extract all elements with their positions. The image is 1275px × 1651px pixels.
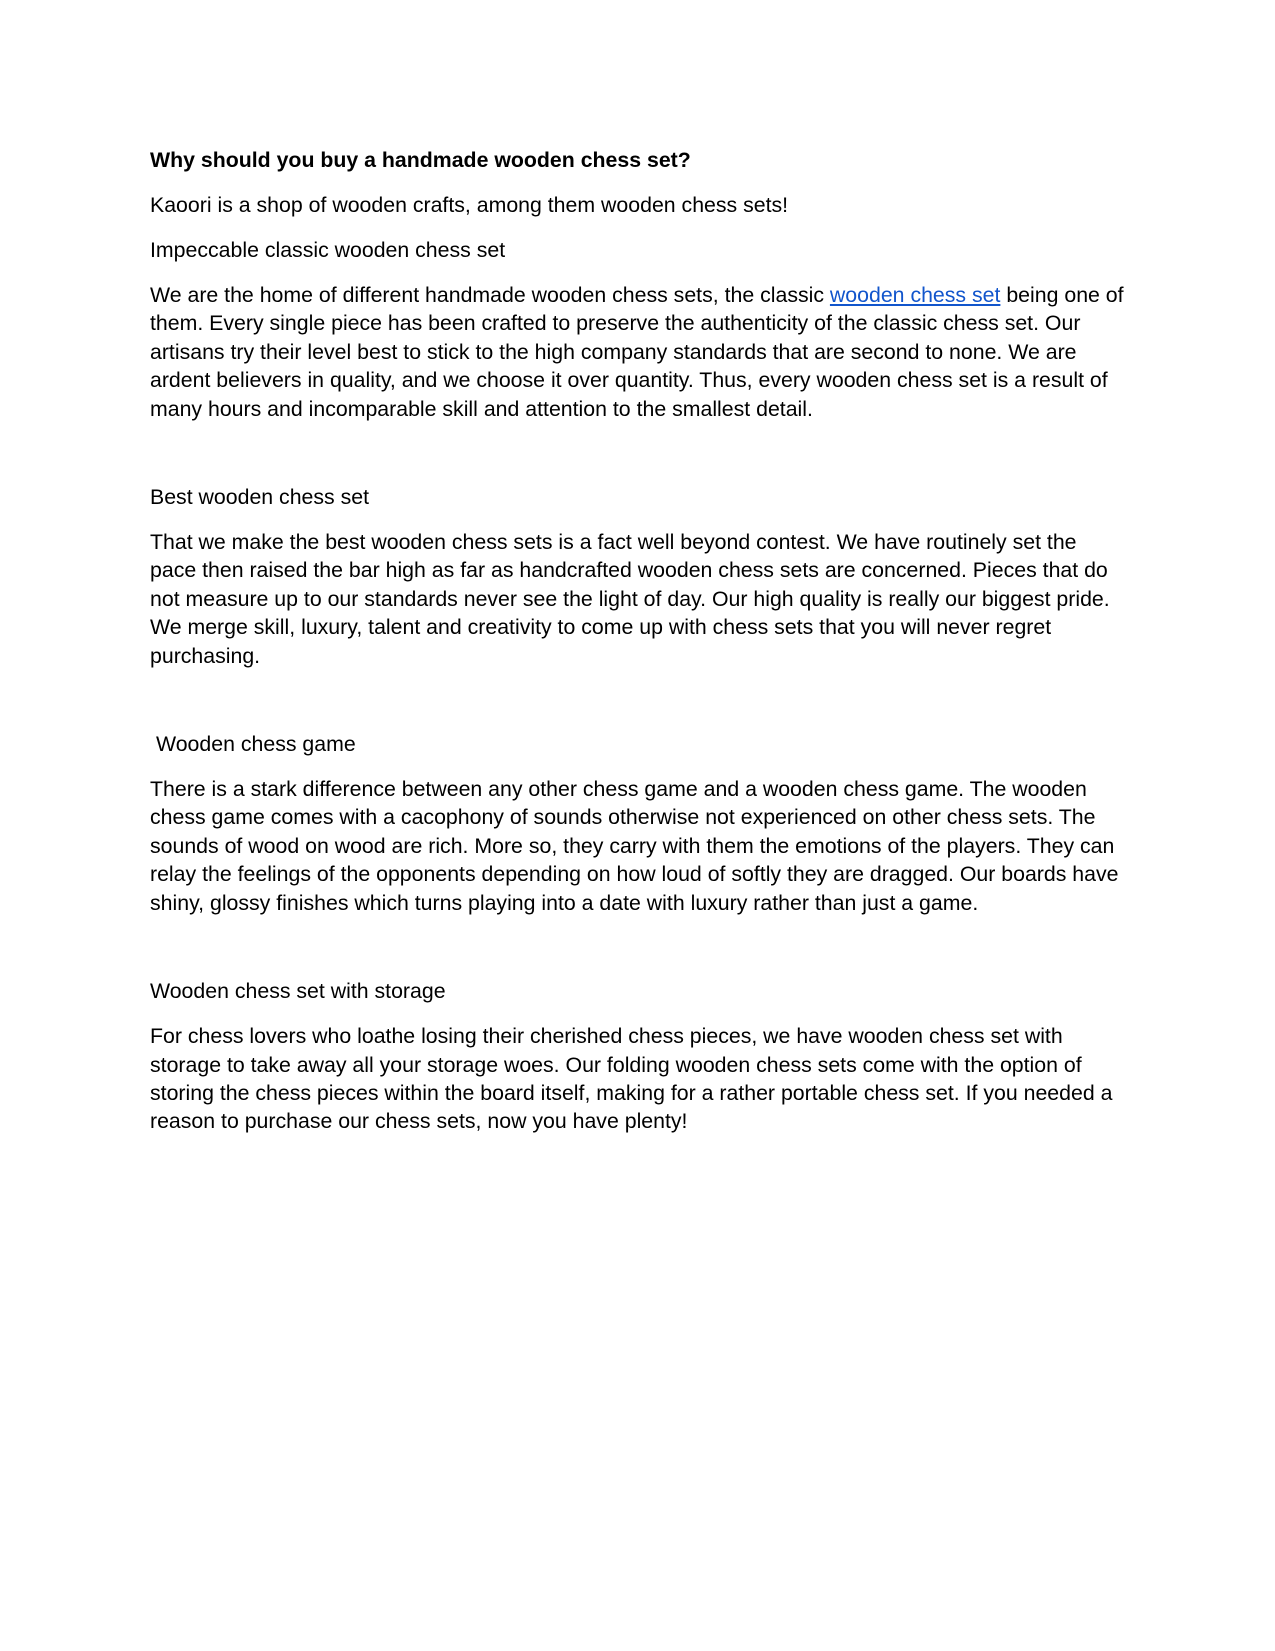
section-body-classic-end: being one of them. Every single piece has been crafted to preserve the authenticity of the classic chess set. Our artisans try their level best to stick to the high company standards that are second to none. We are ardent believers in quality, and we choose it over quantity. Thus, every wooden chess set is a result of many hours and incomparable skill and attention to the smallest detail. [150,283,1124,421]
section-heading-classic: Impeccable classic wooden chess set [150,238,506,262]
spacer [150,917,1125,977]
wooden-chess-set-link[interactable]: wooden chess set [829,283,1001,307]
section-body-storage: For chess lovers who loathe losing their cherished chess pieces, we have wooden chess set with storage to take away all your storage woes. Our folding wooden chess sets come with the option of storing the chess pieces within the board itself, making for a rather portable chess set. If you needed a reason to purchase our chess sets, now you have plenty! [150,1024,1113,1134]
document-content [150,146,1125,1136]
document-title: Why should you buy a handmade wooden chess set? [150,148,691,172]
section-body-classic-start: We are the home of different handmade wooden chess sets, the classic [150,283,830,307]
spacer [150,423,1125,483]
section-heading-game: Wooden chess game [156,732,356,757]
section-heading-best: Best wooden chess set [150,485,370,510]
section-body-best: That we make the best wooden chess sets is a fact well beyond contest. We have routinely set the pace then raised the bar high as far as handcrafted wooden chess sets are concerned. Pieces that do not measure up to our standards never see the light of day. Our high quality is really our biggest pride. We merge skill, luxury, talent and creativity to come up with chess sets that you will never regret purchasing. [150,530,1110,668]
intro-text: Kaoori is a shop of wooden crafts, among them wooden chess sets! [150,193,789,217]
section-body-classic [150,281,1125,423]
section-heading-storage: Wooden chess set with storage [150,979,446,1004]
section-body-game: There is a stark difference between any other chess game and a wooden chess game. The wooden chess game comes with a cacophony of sounds otherwise not experienced on other chess sets. The sounds of wood on wood are rich. More so, they carry with them the emotions of the players. They can relay the feelings of the opponents depending on how loud of softly they are dragged. Our boards have shiny, glossy finishes which turns playing into a date with luxury rather than just a game. [150,777,1119,915]
spacer [150,670,1125,730]
